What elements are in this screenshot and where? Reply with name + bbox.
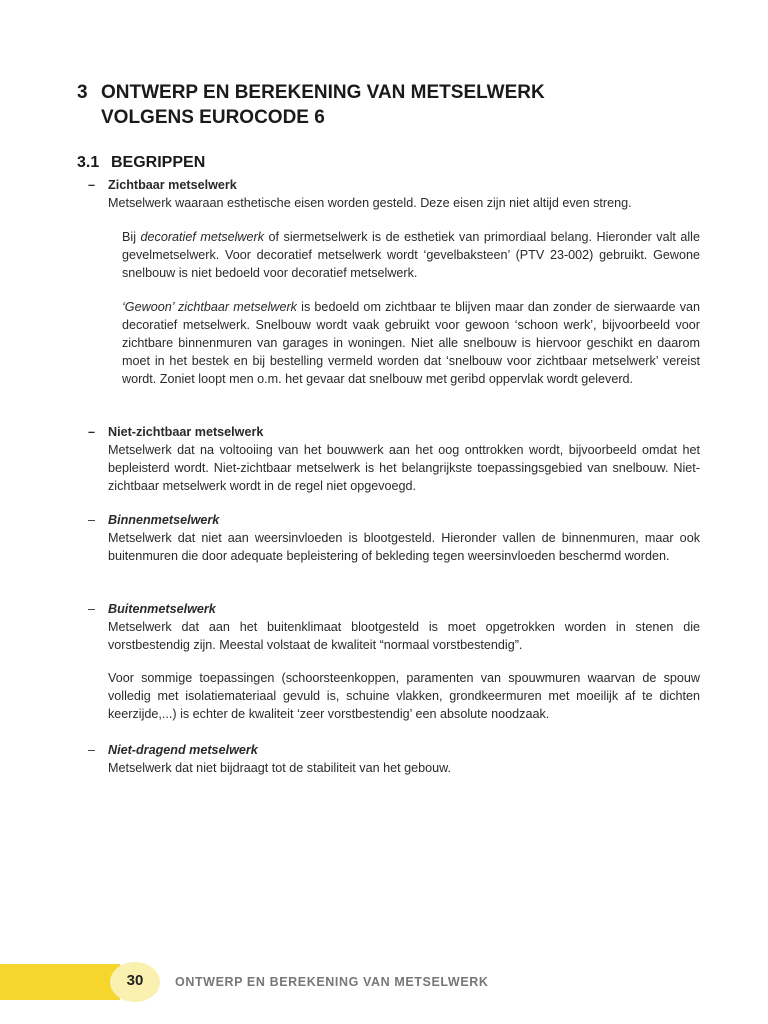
paragraph-text: Voor sommige toepassingen (schoorsteenkoppen, paramenten van spouwmuren waarvan de spouw volledig met isolatiemateriaal gevuld is, schuine vlakken, grondkeermuren met moeilijk af te dichten keerzijde,...) is echter de kwaliteit ‘zeer vorstbestendig’ een absolute noodzaak.	[108, 671, 700, 721]
emphasis-term: decoratief metselwerk	[140, 230, 265, 244]
paragraph-zeer-vorstbestendig	[108, 669, 700, 723]
term-definition: Metselwerk dat aan het buitenklimaat blootgesteld is moet opgetrokken worden in stenen die vorstbestendig zijn. Meestal volstaat de kwaliteit “normaal vorstbestendig”.	[108, 620, 700, 652]
term-definition: Metselwerk waaraan esthetische eisen worden gesteld. Deze eisen zijn niet altijd even streng.	[108, 196, 632, 210]
paragraph-text: Bij	[122, 230, 141, 244]
term-buitenmetselwerk	[88, 600, 700, 654]
paragraph-text: of siermetselwerk is de esthetiek van primordiaal belang. Hieronder valt alle gevelmetselwerk. Voor decoratief metselwerk wordt ‘gevelbaksteen’ (PTV 23-002) gebruikt. Gewone snelbouw is niet bedoeld voor decoratief metselwerk.	[122, 230, 700, 280]
chapter-title-line2: VOLGENS EUROCODE 6	[101, 107, 325, 128]
term-dash: –	[88, 743, 96, 757]
paragraph-gewoon-zichtbaar	[122, 298, 700, 388]
term-niet-dragend	[88, 741, 700, 777]
term-label: Niet-zichtbaar metselwerk	[108, 425, 264, 439]
footer-accent-bar	[0, 964, 120, 1000]
term-dash: –	[88, 513, 96, 527]
term-label: Niet-dragend metselwerk	[108, 743, 258, 757]
chapter-number: 3	[77, 82, 88, 103]
chapter-title-line1: ONTWERP EN BEREKENING VAN METSELWERK	[101, 82, 545, 103]
section-title: BEGRIPPEN	[111, 154, 206, 171]
term-definition: Metselwerk dat na voltooiing van het bouwwerk aan het oog onttrokken wordt, bijvoorbeeld omdat het bepleisterd wordt. Niet-zichtbaar metselwerk is het belangrijkste toepassingsgebied van snelbouw. Niet-zichtbaar metselwerk wordt in de regel niet opgevoegd.	[108, 443, 700, 493]
term-definition: Metselwerk dat niet aan weersinvloeden is blootgesteld. Hieronder vallen de binnenmuren, maar ook buitenmuren die door adequate bepleistering of bekleding tegen weersinvloeden beschermd worden.	[108, 531, 700, 563]
chapter-heading	[77, 80, 717, 130]
term-label: Buitenmetselwerk	[108, 602, 216, 616]
page-number: 30	[126, 972, 144, 989]
term-niet-zichtbaar	[88, 423, 700, 495]
term-label: Zichtbaar metselwerk	[108, 178, 237, 192]
paragraph-decoratief	[122, 228, 700, 282]
term-definition: Metselwerk dat niet bijdraagt tot de stabiliteit van het gebouw.	[108, 761, 452, 775]
term-label: Binnenmetselwerk	[108, 513, 220, 527]
paragraph-text: is bedoeld om zichtbaar te blijven maar dan zonder de sierwaarde van decoratief metselwerk. Snelbouw wordt vaak gebruikt voor gewoon ‘schoon werk’, bijvoorbeeld voor zichtbare binnenmuren van garages in woningen. Niet alle snelbouw is hiervoor geschikt en daarom moet in het bestek en bij bestelling vermeld worden dat ‘snelbouw voor zichtbaar metselwerk’ vereist wordt. Zoniet loopt men o.m. het gevaar dat snelbouw met geribd oppervlak wordt geleverd.	[122, 300, 701, 386]
term-dash: –	[88, 602, 96, 616]
section-heading	[77, 154, 205, 172]
term-zichtbaar	[88, 176, 700, 212]
section-number: 3.1	[77, 154, 100, 171]
running-title: ONTWERP EN BEREKENING VAN METSELWERK	[175, 975, 489, 989]
term-dash: –	[88, 178, 96, 192]
term-binnenmetselwerk	[88, 511, 700, 565]
emphasis-term: ‘Gewoon’ zichtbaar metselwerk	[122, 300, 297, 314]
term-dash: –	[88, 425, 96, 439]
